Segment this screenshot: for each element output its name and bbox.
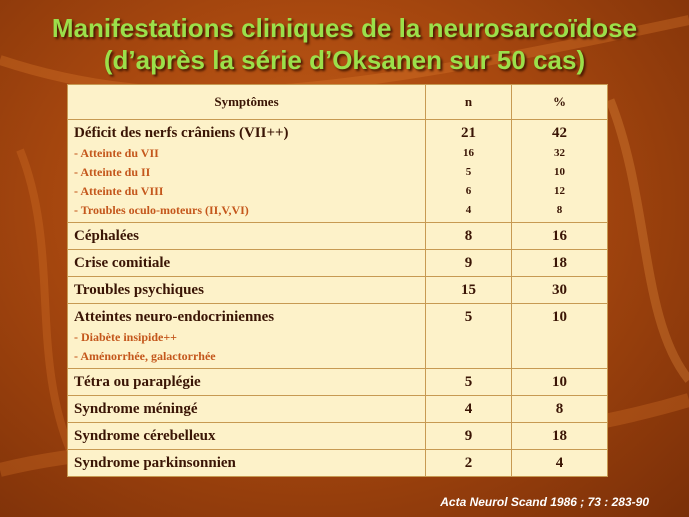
- percent-value: 18: [512, 250, 608, 277]
- sub-symptom-label: - Atteinte du VII: [74, 146, 159, 160]
- symptom-label: Syndrome cérebelleux: [68, 423, 426, 450]
- symptom-label: Troubles psychiques: [68, 277, 426, 304]
- percent-value: 16: [512, 223, 608, 250]
- table-row: [68, 223, 608, 250]
- count-value: 21: [461, 125, 476, 141]
- title-line-2: (d’après la série d’Oksanen sur 50 cas): [103, 45, 586, 75]
- count-value: 9: [426, 250, 512, 277]
- symptoms-table: [67, 84, 608, 477]
- symptom-label: Tétra ou paraplégie: [68, 369, 426, 396]
- table-row: [68, 277, 608, 304]
- sub-symptom-label: - Atteinte du II: [74, 165, 151, 179]
- table-row: [68, 396, 608, 423]
- header-symptomes: Symptômes: [68, 85, 426, 120]
- header-pct: %: [512, 85, 608, 120]
- symptom-label: Crise comitiale: [68, 250, 426, 277]
- sub-symptom-label: - Diabète insipide++: [74, 330, 178, 344]
- table-row: [68, 304, 608, 369]
- percent-cell: [512, 120, 608, 223]
- table-row: [68, 450, 608, 477]
- percent-value: 30: [512, 277, 608, 304]
- sub-count-value: 6: [465, 185, 472, 197]
- table-row: [68, 120, 608, 223]
- source-citation: Acta Neurol Scand 1986 ; 73 : 283-90: [440, 495, 649, 509]
- sub-count-value: 4: [465, 204, 472, 216]
- sub-percent-value: 8: [556, 204, 563, 216]
- sub-symptom-label: - Aménorrhée, galactorrhée: [74, 349, 216, 363]
- percent-value: 8: [512, 396, 608, 423]
- sub-percent-value: 10: [554, 166, 565, 178]
- percent-value: 10: [512, 304, 608, 369]
- count-cell: [426, 120, 512, 223]
- sub-symptom-label: - Atteinte du VIII: [74, 184, 164, 198]
- count-value: 4: [426, 396, 512, 423]
- percent-value: 18: [512, 423, 608, 450]
- title-line-1: Manifestations cliniques de la neurosarcoïdose: [51, 13, 638, 43]
- sub-symptom-label: - Troubles oculo-moteurs (II,V,VI): [74, 203, 249, 217]
- count-value: 15: [426, 277, 512, 304]
- table-header-row: [68, 85, 608, 120]
- symptom-label: Syndrome parkinsonnien: [68, 450, 426, 477]
- count-value: 2: [426, 450, 512, 477]
- symptom-label: Syndrome méningé: [68, 396, 426, 423]
- percent-value: 4: [512, 450, 608, 477]
- table-row: [68, 369, 608, 396]
- symptom-label: Céphalées: [68, 223, 426, 250]
- slide-title: [0, 12, 689, 76]
- percent-value: 42: [552, 125, 567, 141]
- table-row: [68, 423, 608, 450]
- sub-count-value: 5: [465, 166, 472, 178]
- count-value: 8: [426, 223, 512, 250]
- percent-value: 10: [512, 369, 608, 396]
- symptom-cell: [68, 120, 426, 223]
- sub-count-value: 16: [463, 147, 474, 159]
- symptom-cell: [68, 304, 426, 369]
- sub-percent-value: 32: [554, 147, 565, 159]
- sub-percent-value: 12: [554, 185, 565, 197]
- table-row: [68, 250, 608, 277]
- count-value: 5: [426, 304, 512, 369]
- symptom-label: Déficit des nerfs crâniens (VII++): [74, 125, 289, 141]
- header-n: n: [426, 85, 512, 120]
- count-value: 5: [426, 369, 512, 396]
- count-value: 9: [426, 423, 512, 450]
- symptom-label: Atteintes neuro-endocriniennes: [74, 309, 275, 325]
